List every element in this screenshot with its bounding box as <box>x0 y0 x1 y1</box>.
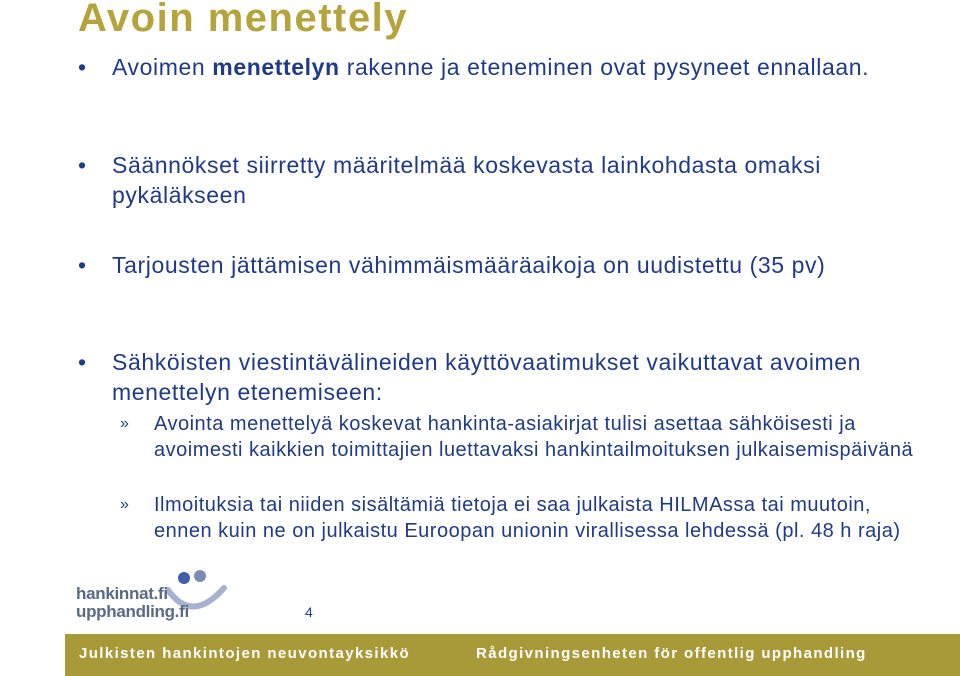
bullet-item <box>78 150 938 210</box>
bullet-text: Tarjousten jättämisen vähimmäismääräaikoja on uudistettu (35 pv) <box>112 252 826 278</box>
bullet-item <box>78 52 938 82</box>
logo-text-sv: upphandling.fi <box>76 602 189 621</box>
footer-text-sv: Rådgivningsenheten för offentlig upphandling <box>476 645 867 662</box>
bullet-dot: • <box>78 349 87 375</box>
bullet-text-bold: menettelyn <box>212 54 340 80</box>
page-number: 4 <box>305 604 313 620</box>
bullet-text <box>112 52 938 82</box>
sub-bullet-marker: » <box>120 496 130 513</box>
bullet-item <box>78 347 938 407</box>
bullet-text-pre: Avoimen <box>112 54 213 80</box>
footer-bar <box>65 634 960 676</box>
sub-bullet-item <box>120 492 930 544</box>
logo-text-fi: hankinnat.fi <box>76 584 168 603</box>
bullet-dot: • <box>78 54 87 80</box>
sub-bullet-text: Ilmoituksia tai niiden sisältämiä tietoja ei saa julkaista HILMAssa tai muutoin, ennen kuin ne on julkaistu Euroopan unionin virallisessa lehdessä (pl. 48 h raja) <box>154 494 901 542</box>
bullet-item <box>78 250 938 280</box>
bullet-text-post: rakenne ja eteneminen ovat pysyneet ennallaan. <box>339 54 870 80</box>
footer-text-fi: Julkisten hankintojen neuvontayksikkö <box>79 645 411 662</box>
bullet-text: Säännökset siirretty määritelmää koskevasta lainkohdasta omaksi pykäläkseen <box>112 152 821 208</box>
slide-title: Avoin menettely <box>78 0 408 40</box>
hankinnat-logo <box>76 570 246 630</box>
sub-bullet-item <box>120 411 930 463</box>
bullet-dot: • <box>78 252 87 278</box>
sub-bullet-text: Avointa menettelyä koskevat hankinta-asiakirjat tulisi asettaa sähköisesti ja avoimesti kaikkien toimittajien luettavaksi hankintailmoituksen julkaisemispäivänä <box>154 413 914 461</box>
bullet-dot: • <box>78 152 87 178</box>
bullet-text: Sähköisten viestintävälineiden käyttövaatimukset vaikuttavat avoimen menettelyn etenemiseen: <box>112 349 862 405</box>
sub-bullet-marker: » <box>120 415 130 432</box>
